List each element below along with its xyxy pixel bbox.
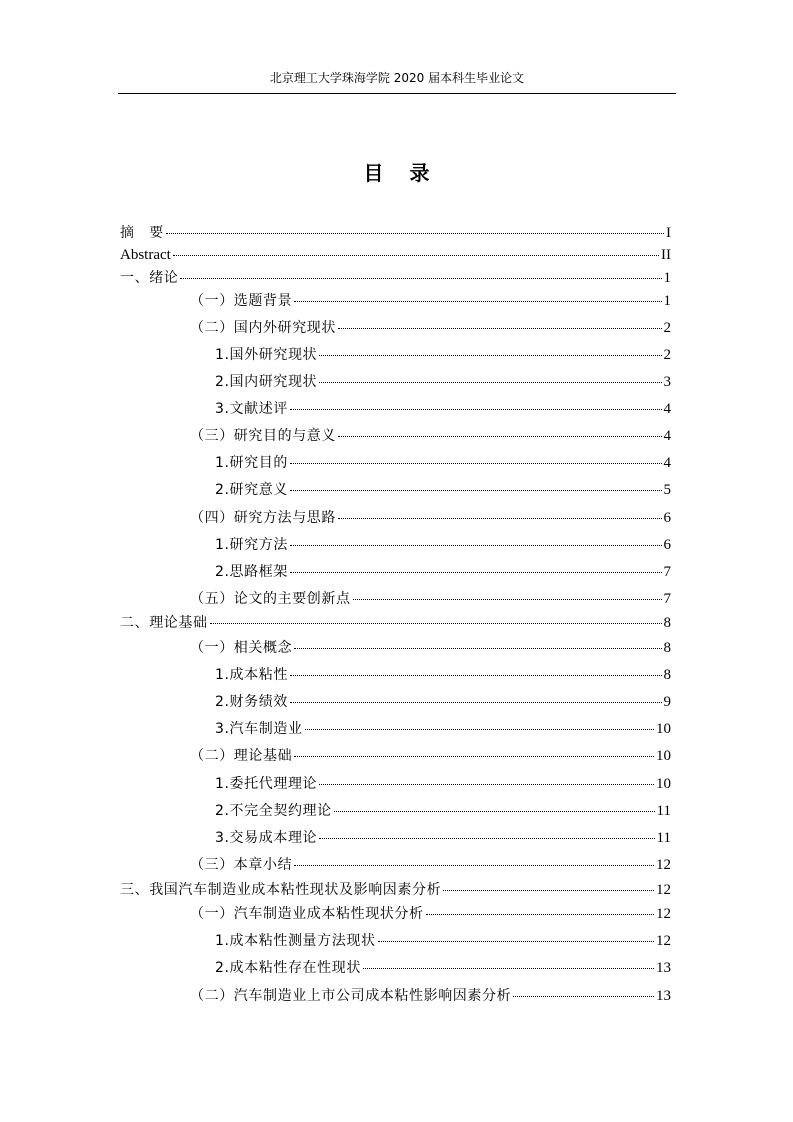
- toc-entry[interactable]: [215, 957, 671, 978]
- toc-dot-leader: [319, 770, 654, 785]
- toc-page-number: 7: [663, 564, 671, 580]
- toc-entry[interactable]: [190, 507, 671, 528]
- toc-page-number: 11: [656, 830, 671, 846]
- toc-entry-label: 1.委托代理理论: [215, 776, 318, 792]
- toc-dot-leader: [166, 219, 664, 234]
- toc-entry[interactable]: [215, 344, 671, 365]
- toc-dot-leader: [338, 504, 662, 519]
- toc-entry-label: 3.汽车制造业: [215, 721, 303, 737]
- toc-entry-label: （一）相关概念: [190, 640, 293, 656]
- toc-page-number: 1: [663, 270, 671, 286]
- toc-entry[interactable]: [190, 985, 671, 1006]
- toc-entry-label: 1.成本粘性测量方法现状: [215, 933, 376, 949]
- toc-page-number: 12: [656, 906, 671, 922]
- toc-page-number: 10: [656, 748, 671, 764]
- toc-entry[interactable]: [120, 612, 671, 633]
- toc-entry[interactable]: [190, 745, 671, 766]
- toc-entry[interactable]: [120, 879, 671, 900]
- toc-entry-label: （五）论文的主要创新点: [190, 591, 351, 607]
- toc-entry-label: 2.成本粘性存在性现状: [215, 960, 361, 976]
- toc-entry[interactable]: [215, 664, 671, 685]
- toc-page-number: 7: [663, 591, 671, 607]
- toc-dot-leader: [305, 715, 654, 730]
- toc-entry[interactable]: [215, 534, 671, 555]
- toc-page-number: II: [661, 247, 671, 263]
- toc-entry[interactable]: [190, 425, 671, 446]
- toc-dot-leader: [290, 661, 662, 676]
- toc-entry-label: 2.财务绩效: [215, 694, 288, 710]
- toc-dot-leader: [378, 927, 654, 942]
- toc-entry-label: 3.交易成本理论: [215, 830, 318, 846]
- toc-entry-label: 1.国外研究现状: [215, 347, 318, 363]
- toc-entry[interactable]: [215, 800, 671, 821]
- toc-dot-leader: [290, 476, 662, 491]
- toc-entry-label: 2.国内研究现状: [215, 374, 318, 390]
- toc-dot-leader: [319, 341, 661, 356]
- toc-entry-label: 3.文献述评: [215, 401, 288, 417]
- page-header: 北京理工大学珠海学院 2020 届本科生毕业论文: [269, 71, 525, 85]
- toc-page-number: 8: [663, 640, 671, 656]
- toc-entry[interactable]: [215, 371, 671, 392]
- toc-entry-label: 三、我国汽车制造业成本粘性现状及影响因素分析: [120, 882, 442, 898]
- toc-entry-label: 2.研究意义: [215, 482, 288, 498]
- toc-entry-label: （四）研究方法与思路: [190, 510, 336, 526]
- toc-page-number: 8: [663, 615, 671, 631]
- toc-page-number: 13: [656, 988, 671, 1004]
- toc-entry[interactable]: [190, 854, 671, 875]
- toc-dot-leader: [338, 314, 662, 329]
- toc-entry-label: （三）研究目的与意义: [190, 428, 336, 444]
- toc-entry-label: 2.思路框架: [215, 564, 288, 580]
- toc-entry-label: 1.研究目的: [215, 455, 288, 471]
- toc-entry[interactable]: [215, 398, 671, 419]
- toc-entry-label: 一、绪论: [120, 270, 179, 286]
- toc-entry-label: Abstract: [120, 247, 171, 263]
- toc-dot-leader: [353, 585, 662, 600]
- toc-page-number: 6: [663, 510, 671, 526]
- toc-entry[interactable]: [190, 588, 671, 609]
- toc-entry-label: （一）选题背景: [190, 293, 293, 309]
- toc-dot-leader: [290, 395, 662, 410]
- toc-dot-leader: [319, 368, 661, 383]
- toc-dot-leader: [173, 241, 659, 256]
- toc-page-number: 10: [656, 776, 671, 792]
- toc-entry-label: （一）汽车制造业成本粘性现状分析: [190, 906, 424, 922]
- toc-page-number: 4: [663, 455, 671, 471]
- toc-dot-leader: [290, 449, 662, 464]
- toc-page-number: 9: [663, 694, 671, 710]
- toc-dot-leader: [443, 876, 654, 891]
- toc-title: 目录: [363, 161, 456, 185]
- toc-dot-leader: [294, 851, 654, 866]
- toc-entry[interactable]: [215, 479, 671, 500]
- toc-entry[interactable]: [120, 244, 671, 265]
- toc-entry[interactable]: [215, 691, 671, 712]
- toc-dot-leader: [426, 900, 654, 915]
- toc-dot-leader: [363, 954, 654, 969]
- toc-entry-label: 1.研究方法: [215, 537, 288, 553]
- toc-dot-leader: [210, 609, 662, 624]
- toc-entry[interactable]: [215, 561, 671, 582]
- toc-dot-leader: [290, 688, 662, 703]
- toc-dot-leader: [290, 531, 662, 546]
- toc-page-number: I: [666, 225, 671, 241]
- toc-page-number: 3: [663, 374, 671, 390]
- toc-dot-leader: [319, 824, 654, 839]
- toc-page-number: 6: [663, 537, 671, 553]
- toc-dot-leader: [334, 797, 655, 812]
- toc-page-number: 5: [663, 482, 671, 498]
- toc-page-number: 11: [656, 803, 671, 819]
- header-divider: [118, 93, 676, 94]
- toc-entry[interactable]: [215, 718, 671, 739]
- toc-page-number: 13: [656, 960, 671, 976]
- toc-dot-leader: [513, 982, 654, 997]
- toc-entry-label: （二）理论基础: [190, 748, 293, 764]
- toc-dot-leader: [290, 558, 662, 573]
- toc-entry[interactable]: [190, 317, 671, 338]
- toc-page-number: 12: [656, 857, 671, 873]
- toc-page-number: 8: [663, 667, 671, 683]
- toc-page-number: 12: [656, 933, 671, 949]
- toc-entry-label: （二）汽车制造业上市公司成本粘性影响因素分析: [190, 988, 512, 1004]
- toc-entry[interactable]: [215, 930, 671, 951]
- toc-entry-label: 2.不完全契约理论: [215, 803, 332, 819]
- toc-dot-leader: [294, 287, 661, 302]
- toc-entry[interactable]: [215, 452, 671, 473]
- toc-entry[interactable]: [190, 903, 671, 924]
- toc-entry[interactable]: [215, 773, 671, 794]
- toc-entry[interactable]: [215, 827, 671, 848]
- toc-entry-label: 摘 要: [120, 225, 164, 241]
- toc-dot-leader: [338, 422, 662, 437]
- toc-entry[interactable]: [190, 290, 671, 311]
- toc-entry-label: 1.成本粘性: [215, 667, 288, 683]
- toc-page-number: 1: [663, 293, 671, 309]
- toc-entry-label: 二、理论基础: [120, 615, 208, 631]
- toc-page-number: 4: [663, 428, 671, 444]
- toc-entry-label: （三）本章小结: [190, 857, 293, 873]
- toc-dot-leader: [180, 264, 661, 279]
- toc-entry[interactable]: [120, 267, 671, 288]
- toc-entry[interactable]: [190, 637, 671, 658]
- toc-page-number: 2: [663, 347, 671, 363]
- toc-page-number: 4: [663, 401, 671, 417]
- toc-page-number: 2: [663, 320, 671, 336]
- toc-entry-label: （二）国内外研究现状: [190, 320, 336, 336]
- toc-dot-leader: [294, 742, 654, 757]
- toc-page-number: 12: [656, 882, 671, 898]
- toc-entry[interactable]: [120, 222, 671, 243]
- toc-page-number: 10: [656, 721, 671, 737]
- toc-dot-leader: [294, 634, 661, 649]
